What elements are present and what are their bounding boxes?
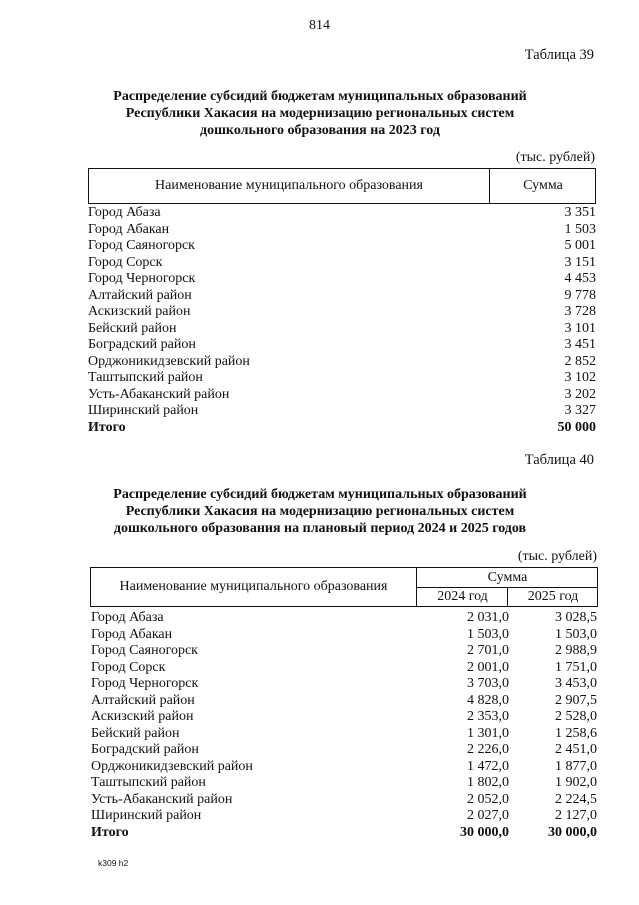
row-name: Орджоникидзевский район: [88, 353, 250, 369]
table-row: [91, 627, 599, 644]
table-row: [91, 775, 599, 792]
table-39-col-sum: Сумма: [523, 178, 563, 193]
row-sum: 5 001: [564, 238, 596, 253]
row-sum: 3 728: [564, 304, 596, 319]
row-sum: 3 351: [564, 205, 596, 220]
row-2024: 2 031,0: [467, 610, 509, 625]
row-sum: 3 202: [564, 386, 596, 402]
table-39-header: [88, 168, 596, 204]
table-40-col-name: Наименование муниципального образования: [119, 579, 388, 594]
total-2025: 30 000,0: [548, 824, 597, 840]
row-name: Ширинский район: [88, 403, 199, 418]
row-2024: 2 226,0: [467, 742, 509, 757]
footer-code: k309 h2: [98, 858, 129, 868]
table-row: [88, 387, 596, 404]
table-row: [88, 255, 596, 272]
row-2025: 1 877,0: [555, 758, 597, 774]
row-name: Город Абакан: [88, 221, 170, 237]
row-sum: 3 102: [564, 370, 596, 385]
total-row: [91, 825, 599, 842]
table-row: [88, 321, 596, 338]
table-39-body: [88, 205, 596, 436]
row-sum: 3 151: [564, 254, 596, 270]
row-2024: 1 301,0: [467, 725, 509, 741]
row-sum: 1 503: [564, 221, 596, 237]
table-40-body: [91, 610, 599, 841]
row-2025: 1 902,0: [555, 775, 597, 790]
row-2025: 2 127,0: [555, 808, 597, 823]
row-2024: 1 802,0: [467, 775, 509, 790]
row-2024: 2 701,0: [467, 643, 509, 658]
table-40-title-line: Распределение субсидий бюджетам муниципальных образований: [113, 487, 527, 502]
table-40-title-line: Республики Хакасия на модернизацию региональных систем: [125, 504, 515, 519]
table-39-title: [70, 88, 570, 139]
row-sum: 3 101: [564, 320, 596, 336]
row-sum: 3 451: [564, 337, 596, 352]
table-40-title: [70, 486, 570, 537]
table-40-col-2025: 2025 год: [527, 589, 579, 604]
row-name: Усть-Абаканский район: [91, 791, 233, 807]
row-name: Город Саяногорск: [91, 643, 198, 658]
row-name: Алтайский район: [91, 692, 195, 708]
table-row: [91, 792, 599, 809]
table-row: [91, 693, 599, 710]
row-sum: 4 453: [564, 271, 596, 286]
table-row: [88, 370, 596, 387]
table-39-title-line: Распределение субсидий бюджетам муниципальных образований: [113, 89, 527, 104]
table-row: [91, 759, 599, 776]
table-row: [88, 271, 596, 288]
row-name: Город Абаза: [91, 610, 164, 625]
row-2025: 1 503,0: [555, 626, 597, 642]
table-row: [91, 643, 599, 660]
row-name: Аскизский район: [91, 709, 194, 724]
table-40-label: Таблица 40: [524, 452, 594, 468]
table-39-title-line: Республики Хакасия на модернизацию региональных систем: [125, 106, 515, 121]
table-40-year-divider: [507, 587, 508, 606]
total-row: [88, 420, 596, 437]
row-2025: 1 258,6: [555, 725, 597, 741]
row-name: Орджоникидзевский район: [91, 758, 253, 774]
row-name: Город Абаза: [88, 205, 161, 220]
row-2024: 1 472,0: [467, 758, 509, 774]
table-row: [88, 288, 596, 305]
row-2024: 3 703,0: [467, 676, 509, 691]
table-row: [91, 709, 599, 726]
row-2024: 2 052,0: [467, 791, 509, 807]
row-2025: 3 028,5: [555, 610, 597, 625]
row-name: Боградский район: [88, 337, 196, 352]
table-39-units: (тыс. рублей): [515, 150, 595, 165]
row-name: Ширинский район: [91, 808, 202, 823]
table-row: [91, 676, 599, 693]
row-name: Бейский район: [91, 725, 180, 741]
table-39-label: Таблица 39: [524, 47, 594, 63]
row-name: Таштыпский район: [88, 370, 203, 385]
row-sum: 9 778: [564, 287, 596, 303]
table-row: [91, 742, 599, 759]
table-row: [88, 205, 596, 222]
row-2024: 2 001,0: [467, 659, 509, 675]
page-number: 814: [309, 18, 330, 33]
total-sum: 50 000: [557, 419, 596, 435]
row-2025: 2 224,5: [555, 791, 597, 807]
row-2024: 2 353,0: [467, 709, 509, 724]
table-row: [91, 660, 599, 677]
row-name: Усть-Абаканский район: [88, 386, 230, 402]
row-name: Аскизский район: [88, 304, 191, 319]
table-row: [88, 238, 596, 255]
row-name: Город Абакан: [91, 626, 173, 642]
row-2025: 3 453,0: [555, 676, 597, 691]
table-row: [88, 403, 596, 420]
row-sum: 3 327: [564, 403, 596, 418]
row-2024: 2 027,0: [467, 808, 509, 823]
table-row: [91, 726, 599, 743]
row-name: Город Черногорск: [88, 271, 196, 286]
table-40-col-2024: 2024 год: [437, 589, 488, 604]
row-2025: 1 751,0: [555, 659, 597, 675]
table-39-title-line: дошкольного образования на 2023 год: [200, 123, 440, 138]
table-40-col-sum: Сумма: [487, 569, 528, 585]
table-row: [88, 222, 596, 239]
total-label: Итого: [91, 824, 129, 840]
row-name: Бейский район: [88, 320, 177, 336]
table-row: [88, 354, 596, 371]
table-row: [91, 808, 599, 825]
table-row: [91, 610, 599, 627]
table-row: [88, 304, 596, 321]
table-40-header: [90, 567, 598, 607]
total-label: Итого: [88, 419, 126, 435]
row-name: Город Сорск: [88, 254, 163, 270]
row-2025: 2 907,5: [555, 692, 597, 708]
table-40-units: (тыс. рублей): [517, 549, 597, 564]
row-2025: 2 988,9: [555, 643, 597, 658]
row-name: Таштыпский район: [91, 775, 206, 790]
table-39-col-name: Наименование муниципального образования: [155, 178, 423, 193]
row-sum: 2 852: [564, 353, 596, 369]
row-name: Город Саяногорск: [88, 238, 195, 253]
row-name: Боградский район: [91, 742, 199, 757]
row-name: Город Сорск: [91, 659, 166, 675]
row-2024: 1 503,0: [467, 626, 509, 642]
table-39-header-divider: [489, 169, 490, 203]
total-2024: 30 000,0: [460, 824, 509, 840]
row-2024: 4 828,0: [467, 692, 509, 708]
table-row: [88, 337, 596, 354]
row-2025: 2 528,0: [555, 709, 597, 724]
row-name: Алтайский район: [88, 287, 192, 303]
table-40-title-line: дошкольного образования на плановый период 2024 и 2025 годов: [113, 521, 527, 536]
row-name: Город Черногорск: [91, 676, 199, 691]
row-2025: 2 451,0: [555, 742, 597, 757]
